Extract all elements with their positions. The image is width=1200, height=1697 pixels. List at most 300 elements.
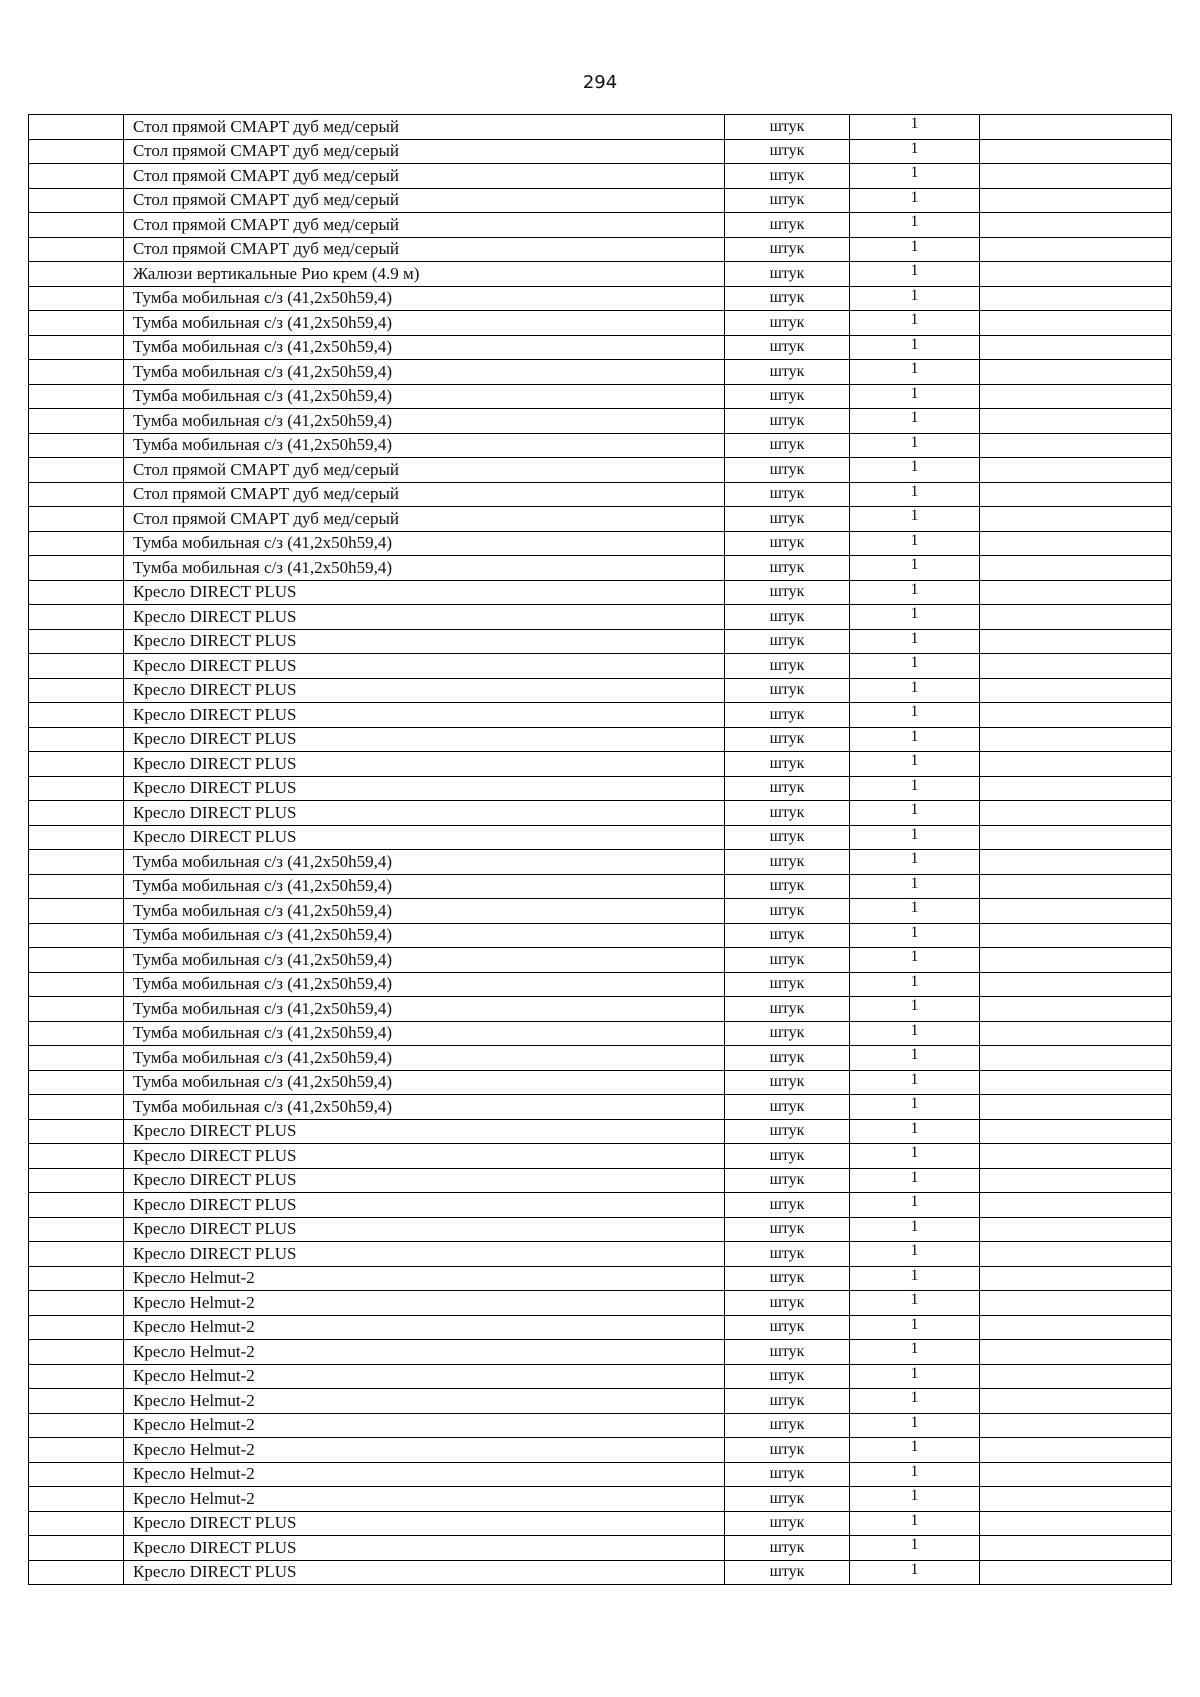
item-name-cell: Кресло Helmut-2 xyxy=(124,1315,725,1340)
unit-cell: штук xyxy=(725,1315,850,1340)
note-cell xyxy=(980,580,1172,605)
index-cell xyxy=(29,1291,124,1316)
note-cell xyxy=(980,1462,1172,1487)
unit-cell: штук xyxy=(725,384,850,409)
note-cell xyxy=(980,997,1172,1022)
note-cell xyxy=(980,286,1172,311)
index-cell xyxy=(29,948,124,973)
unit-cell: штук xyxy=(725,213,850,238)
index-cell xyxy=(29,384,124,409)
table-row xyxy=(29,213,1172,238)
quantity-cell: 1 xyxy=(850,1070,980,1095)
table-row xyxy=(29,1340,1172,1365)
index-cell xyxy=(29,972,124,997)
note-cell xyxy=(980,164,1172,189)
note-cell xyxy=(980,1193,1172,1218)
index-cell xyxy=(29,1536,124,1561)
unit-cell: штук xyxy=(725,237,850,262)
index-cell xyxy=(29,262,124,287)
note-cell xyxy=(980,727,1172,752)
unit-cell: штук xyxy=(725,1095,850,1120)
unit-cell: штук xyxy=(725,899,850,924)
quantity-cell: 1 xyxy=(850,286,980,311)
table-row xyxy=(29,1242,1172,1267)
table-row xyxy=(29,752,1172,777)
unit-cell: штук xyxy=(725,1070,850,1095)
quantity-cell: 1 xyxy=(850,335,980,360)
unit-cell: штук xyxy=(725,1291,850,1316)
quantity-cell: 1 xyxy=(850,507,980,532)
note-cell xyxy=(980,1291,1172,1316)
note-cell xyxy=(980,1340,1172,1365)
item-name-cell: Тумба мобильная с/з (41,2х50h59,4) xyxy=(124,1046,725,1071)
item-name-cell: Кресло DIRECT PLUS xyxy=(124,1168,725,1193)
unit-cell: штук xyxy=(725,360,850,385)
item-name-cell: Кресло DIRECT PLUS xyxy=(124,1193,725,1218)
item-name-cell: Кресло Helmut-2 xyxy=(124,1413,725,1438)
table-row xyxy=(29,1046,1172,1071)
quantity-cell: 1 xyxy=(850,605,980,630)
table-row xyxy=(29,409,1172,434)
quantity-cell: 1 xyxy=(850,1315,980,1340)
item-name-cell: Кресло DIRECT PLUS xyxy=(124,776,725,801)
item-name-cell: Кресло DIRECT PLUS xyxy=(124,1217,725,1242)
note-cell xyxy=(980,1217,1172,1242)
unit-cell: штук xyxy=(725,678,850,703)
item-name-cell: Тумба мобильная с/з (41,2х50h59,4) xyxy=(124,874,725,899)
unit-cell: штук xyxy=(725,262,850,287)
note-cell xyxy=(980,1119,1172,1144)
index-cell xyxy=(29,1021,124,1046)
index-cell xyxy=(29,874,124,899)
index-cell xyxy=(29,850,124,875)
unit-cell: штук xyxy=(725,1046,850,1071)
index-cell xyxy=(29,1413,124,1438)
unit-cell: штук xyxy=(725,1536,850,1561)
quantity-cell: 1 xyxy=(850,1536,980,1561)
note-cell xyxy=(980,825,1172,850)
item-name-cell: Стол прямой СМАРТ дуб мед/серый xyxy=(124,213,725,238)
table-row xyxy=(29,997,1172,1022)
index-cell xyxy=(29,335,124,360)
quantity-cell: 1 xyxy=(850,1144,980,1169)
quantity-cell: 1 xyxy=(850,1487,980,1512)
item-name-cell: Кресло DIRECT PLUS xyxy=(124,752,725,777)
unit-cell: штук xyxy=(725,801,850,826)
unit-cell: штук xyxy=(725,433,850,458)
item-name-cell: Тумба мобильная с/з (41,2х50h59,4) xyxy=(124,335,725,360)
unit-cell: штук xyxy=(725,1413,850,1438)
unit-cell: штук xyxy=(725,1021,850,1046)
quantity-cell: 1 xyxy=(850,237,980,262)
note-cell xyxy=(980,1070,1172,1095)
unit-cell: штук xyxy=(725,482,850,507)
unit-cell: штук xyxy=(725,1462,850,1487)
table-row xyxy=(29,1095,1172,1120)
table-row xyxy=(29,311,1172,336)
quantity-cell: 1 xyxy=(850,1364,980,1389)
table-row xyxy=(29,1070,1172,1095)
quantity-cell: 1 xyxy=(850,629,980,654)
item-name-cell: Тумба мобильная с/з (41,2х50h59,4) xyxy=(124,1070,725,1095)
quantity-cell: 1 xyxy=(850,482,980,507)
note-cell xyxy=(980,752,1172,777)
table-row xyxy=(29,923,1172,948)
unit-cell: штук xyxy=(725,1438,850,1463)
note-cell xyxy=(980,1095,1172,1120)
note-cell xyxy=(980,1021,1172,1046)
page-number: 294 xyxy=(582,72,618,93)
quantity-cell: 1 xyxy=(850,1021,980,1046)
note-cell xyxy=(980,874,1172,899)
note-cell xyxy=(980,801,1172,826)
note-cell xyxy=(980,1438,1172,1463)
table-row xyxy=(29,139,1172,164)
quantity-cell: 1 xyxy=(850,1193,980,1218)
note-cell xyxy=(980,1413,1172,1438)
quantity-cell: 1 xyxy=(850,1168,980,1193)
table-row xyxy=(29,360,1172,385)
note-cell xyxy=(980,703,1172,728)
unit-cell: штук xyxy=(725,1389,850,1414)
note-cell xyxy=(980,237,1172,262)
item-name-cell: Кресло Helmut-2 xyxy=(124,1291,725,1316)
table-row xyxy=(29,703,1172,728)
quantity-cell: 1 xyxy=(850,825,980,850)
item-name-cell: Кресло DIRECT PLUS xyxy=(124,629,725,654)
unit-cell: штук xyxy=(725,311,850,336)
table-row xyxy=(29,458,1172,483)
table-row xyxy=(29,1168,1172,1193)
index-cell xyxy=(29,1364,124,1389)
unit-cell: штук xyxy=(725,1364,850,1389)
table-row xyxy=(29,1462,1172,1487)
note-cell xyxy=(980,899,1172,924)
unit-cell: штук xyxy=(725,948,850,973)
note-cell xyxy=(980,948,1172,973)
unit-cell: штук xyxy=(725,972,850,997)
item-name-cell: Кресло Helmut-2 xyxy=(124,1438,725,1463)
quantity-cell: 1 xyxy=(850,776,980,801)
index-cell xyxy=(29,1511,124,1536)
table-row xyxy=(29,1144,1172,1169)
table-row xyxy=(29,1438,1172,1463)
item-name-cell: Кресло Helmut-2 xyxy=(124,1364,725,1389)
quantity-cell: 1 xyxy=(850,899,980,924)
item-name-cell: Тумба мобильная с/з (41,2х50h59,4) xyxy=(124,850,725,875)
unit-cell: штук xyxy=(725,458,850,483)
table-row xyxy=(29,1266,1172,1291)
item-name-cell: Стол прямой СМАРТ дуб мед/серый xyxy=(124,482,725,507)
unit-cell: штук xyxy=(725,1266,850,1291)
quantity-cell: 1 xyxy=(850,1119,980,1144)
quantity-cell: 1 xyxy=(850,1291,980,1316)
index-cell xyxy=(29,1095,124,1120)
item-name-cell: Кресло DIRECT PLUS xyxy=(124,654,725,679)
quantity-cell: 1 xyxy=(850,727,980,752)
note-cell xyxy=(980,1168,1172,1193)
quantity-cell: 1 xyxy=(850,703,980,728)
index-cell xyxy=(29,580,124,605)
table-row xyxy=(29,556,1172,581)
unit-cell: штук xyxy=(725,727,850,752)
table-row xyxy=(29,1193,1172,1218)
index-cell xyxy=(29,825,124,850)
item-name-cell: Стол прямой СМАРТ дуб мед/серый xyxy=(124,164,725,189)
item-name-cell: Кресло Helmut-2 xyxy=(124,1389,725,1414)
note-cell xyxy=(980,433,1172,458)
item-name-cell: Тумба мобильная с/з (41,2х50h59,4) xyxy=(124,1095,725,1120)
table-row xyxy=(29,433,1172,458)
quantity-cell: 1 xyxy=(850,384,980,409)
table-row xyxy=(29,972,1172,997)
quantity-cell: 1 xyxy=(850,188,980,213)
unit-cell: штук xyxy=(725,825,850,850)
table-row xyxy=(29,605,1172,630)
table-row xyxy=(29,874,1172,899)
table-row xyxy=(29,850,1172,875)
index-cell xyxy=(29,164,124,189)
index-cell xyxy=(29,188,124,213)
item-name-cell: Жалюзи вертикальные Рио крем (4.9 м) xyxy=(124,262,725,287)
note-cell xyxy=(980,1389,1172,1414)
index-cell xyxy=(29,1168,124,1193)
index-cell xyxy=(29,1266,124,1291)
quantity-cell: 1 xyxy=(850,874,980,899)
item-name-cell: Тумба мобильная с/з (41,2х50h59,4) xyxy=(124,384,725,409)
item-name-cell: Стол прямой СМАРТ дуб мед/серый xyxy=(124,507,725,532)
index-cell xyxy=(29,605,124,630)
unit-cell: штук xyxy=(725,1340,850,1365)
index-cell xyxy=(29,237,124,262)
item-name-cell: Тумба мобильная с/з (41,2х50h59,4) xyxy=(124,360,725,385)
note-cell xyxy=(980,850,1172,875)
index-cell xyxy=(29,923,124,948)
index-cell xyxy=(29,1315,124,1340)
inventory-table xyxy=(28,114,1172,1585)
unit-cell: штук xyxy=(725,605,850,630)
table-row xyxy=(29,1511,1172,1536)
note-cell xyxy=(980,531,1172,556)
item-name-cell: Кресло DIRECT PLUS xyxy=(124,1119,725,1144)
unit-cell: штук xyxy=(725,164,850,189)
quantity-cell: 1 xyxy=(850,556,980,581)
table-row xyxy=(29,727,1172,752)
item-name-cell: Тумба мобильная с/з (41,2х50h59,4) xyxy=(124,923,725,948)
unit-cell: штук xyxy=(725,507,850,532)
quantity-cell: 1 xyxy=(850,1438,980,1463)
table-row xyxy=(29,262,1172,287)
note-cell xyxy=(980,335,1172,360)
index-cell xyxy=(29,1462,124,1487)
note-cell xyxy=(980,1487,1172,1512)
quantity-cell: 1 xyxy=(850,948,980,973)
table-row xyxy=(29,899,1172,924)
quantity-cell: 1 xyxy=(850,580,980,605)
note-cell xyxy=(980,1266,1172,1291)
item-name-cell: Кресло DIRECT PLUS xyxy=(124,703,725,728)
index-cell xyxy=(29,1242,124,1267)
table-row xyxy=(29,948,1172,973)
index-cell xyxy=(29,115,124,140)
index-cell xyxy=(29,213,124,238)
table-row xyxy=(29,1389,1172,1414)
index-cell xyxy=(29,654,124,679)
table-row xyxy=(29,580,1172,605)
note-cell xyxy=(980,188,1172,213)
item-name-cell: Кресло Helmut-2 xyxy=(124,1487,725,1512)
unit-cell: штук xyxy=(725,1487,850,1512)
unit-cell: штук xyxy=(725,1511,850,1536)
item-name-cell: Кресло DIRECT PLUS xyxy=(124,605,725,630)
item-name-cell: Кресло DIRECT PLUS xyxy=(124,1560,725,1585)
quantity-cell: 1 xyxy=(850,1560,980,1585)
table-row xyxy=(29,1291,1172,1316)
index-cell xyxy=(29,311,124,336)
unit-cell: штук xyxy=(725,580,850,605)
quantity-cell: 1 xyxy=(850,1095,980,1120)
table-row xyxy=(29,482,1172,507)
index-cell xyxy=(29,482,124,507)
note-cell xyxy=(980,1536,1172,1561)
index-cell xyxy=(29,433,124,458)
table-row xyxy=(29,335,1172,360)
note-cell xyxy=(980,360,1172,385)
table-row xyxy=(29,115,1172,140)
unit-cell: штук xyxy=(725,531,850,556)
quantity-cell: 1 xyxy=(850,1242,980,1267)
index-cell xyxy=(29,556,124,581)
unit-cell: штук xyxy=(725,188,850,213)
item-name-cell: Тумба мобильная с/з (41,2х50h59,4) xyxy=(124,433,725,458)
item-name-cell: Кресло Helmut-2 xyxy=(124,1340,725,1365)
item-name-cell: Стол прямой СМАРТ дуб мед/серый xyxy=(124,115,725,140)
quantity-cell: 1 xyxy=(850,262,980,287)
index-cell xyxy=(29,1217,124,1242)
unit-cell: штук xyxy=(725,286,850,311)
item-name-cell: Кресло DIRECT PLUS xyxy=(124,825,725,850)
table-row xyxy=(29,629,1172,654)
inventory-table-body xyxy=(29,115,1172,1585)
index-cell xyxy=(29,801,124,826)
table-row xyxy=(29,237,1172,262)
index-cell xyxy=(29,360,124,385)
item-name-cell: Кресло Helmut-2 xyxy=(124,1462,725,1487)
index-cell xyxy=(29,139,124,164)
unit-cell: штук xyxy=(725,874,850,899)
quantity-cell: 1 xyxy=(850,972,980,997)
quantity-cell: 1 xyxy=(850,531,980,556)
index-cell xyxy=(29,703,124,728)
note-cell xyxy=(980,384,1172,409)
note-cell xyxy=(980,213,1172,238)
item-name-cell: Тумба мобильная с/з (41,2х50h59,4) xyxy=(124,286,725,311)
item-name-cell: Кресло DIRECT PLUS xyxy=(124,1242,725,1267)
note-cell xyxy=(980,482,1172,507)
quantity-cell: 1 xyxy=(850,1511,980,1536)
item-name-cell: Тумба мобильная с/з (41,2х50h59,4) xyxy=(124,997,725,1022)
table-row xyxy=(29,1364,1172,1389)
quantity-cell: 1 xyxy=(850,115,980,140)
index-cell xyxy=(29,1144,124,1169)
table-row xyxy=(29,1217,1172,1242)
index-cell xyxy=(29,1487,124,1512)
quantity-cell: 1 xyxy=(850,1340,980,1365)
note-cell xyxy=(980,1046,1172,1071)
index-cell xyxy=(29,678,124,703)
unit-cell: штук xyxy=(725,1242,850,1267)
note-cell xyxy=(980,409,1172,434)
table-row xyxy=(29,1487,1172,1512)
item-name-cell: Тумба мобильная с/з (41,2х50h59,4) xyxy=(124,311,725,336)
item-name-cell: Стол прямой СМАРТ дуб мед/серый xyxy=(124,237,725,262)
index-cell xyxy=(29,1046,124,1071)
unit-cell: штук xyxy=(725,409,850,434)
item-name-cell: Стол прямой СМАРТ дуб мед/серый xyxy=(124,139,725,164)
quantity-cell: 1 xyxy=(850,1217,980,1242)
item-name-cell: Тумба мобильная с/з (41,2х50h59,4) xyxy=(124,948,725,973)
index-cell xyxy=(29,1438,124,1463)
note-cell xyxy=(980,923,1172,948)
index-cell xyxy=(29,1340,124,1365)
note-cell xyxy=(980,678,1172,703)
item-name-cell: Тумба мобильная с/з (41,2х50h59,4) xyxy=(124,556,725,581)
note-cell xyxy=(980,1560,1172,1585)
unit-cell: штук xyxy=(725,629,850,654)
quantity-cell: 1 xyxy=(850,360,980,385)
item-name-cell: Стол прямой СМАРТ дуб мед/серый xyxy=(124,188,725,213)
item-name-cell: Кресло DIRECT PLUS xyxy=(124,1536,725,1561)
note-cell xyxy=(980,1315,1172,1340)
quantity-cell: 1 xyxy=(850,164,980,189)
item-name-cell: Кресло DIRECT PLUS xyxy=(124,727,725,752)
table-row xyxy=(29,384,1172,409)
item-name-cell: Тумба мобильная с/з (41,2х50h59,4) xyxy=(124,972,725,997)
unit-cell: штук xyxy=(725,997,850,1022)
index-cell xyxy=(29,727,124,752)
item-name-cell: Кресло DIRECT PLUS xyxy=(124,580,725,605)
note-cell xyxy=(980,629,1172,654)
note-cell xyxy=(980,556,1172,581)
note-cell xyxy=(980,605,1172,630)
quantity-cell: 1 xyxy=(850,458,980,483)
item-name-cell: Тумба мобильная с/з (41,2х50h59,4) xyxy=(124,1021,725,1046)
unit-cell: штук xyxy=(725,850,850,875)
index-cell xyxy=(29,458,124,483)
unit-cell: штук xyxy=(725,1193,850,1218)
note-cell xyxy=(980,1144,1172,1169)
quantity-cell: 1 xyxy=(850,801,980,826)
quantity-cell: 1 xyxy=(850,923,980,948)
unit-cell: штук xyxy=(725,654,850,679)
note-cell xyxy=(980,458,1172,483)
item-name-cell: Тумба мобильная с/з (41,2х50h59,4) xyxy=(124,409,725,434)
index-cell xyxy=(29,776,124,801)
quantity-cell: 1 xyxy=(850,1389,980,1414)
note-cell xyxy=(980,507,1172,532)
note-cell xyxy=(980,1364,1172,1389)
quantity-cell: 1 xyxy=(850,1046,980,1071)
unit-cell: штук xyxy=(725,1168,850,1193)
quantity-cell: 1 xyxy=(850,433,980,458)
unit-cell: штук xyxy=(725,923,850,948)
note-cell xyxy=(980,654,1172,679)
index-cell xyxy=(29,1070,124,1095)
note-cell xyxy=(980,262,1172,287)
index-cell xyxy=(29,531,124,556)
unit-cell: штук xyxy=(725,1119,850,1144)
index-cell xyxy=(29,752,124,777)
